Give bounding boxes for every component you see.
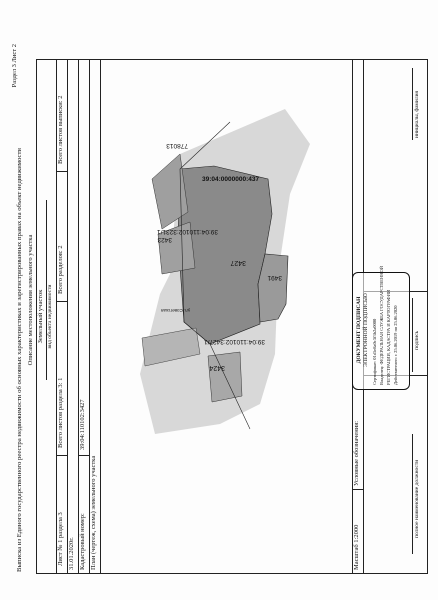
position-caption: полное наименование должности (414, 459, 420, 538)
object-type: Земельный участок (37, 289, 44, 344)
sections-total: Всего разделов: 2 (57, 245, 64, 294)
table-line (78, 59, 79, 574)
stamp-line: Действителен: с 25.06.2019 по 25.06.2020 (393, 305, 398, 385)
sheet-label: Лист № 1 раздела 3 (57, 512, 64, 566)
label-part-3231-1: 39:04:110102:3231/1 (157, 228, 218, 235)
legend-label: Условные обозначения: (353, 420, 360, 486)
label-437: 39:04:0000000:437 (202, 176, 260, 183)
document-subtitle: Описание местоположения земельного участка (27, 234, 34, 366)
document-title: Выписка из Единого государственного реестра недвижимости об основных характеристиках и зарегистрированных правах на объект недвижимости (16, 148, 23, 572)
stamp-line: Сертификат: 01d5e8a0c3f3b2a0000 (372, 318, 377, 385)
cadastral-value: 39:04:110102:3427 (79, 399, 86, 450)
scheme-label: План (чертеж, схема) земельного участка (90, 455, 97, 570)
label-3423: 3423 (157, 236, 172, 243)
label-3491: 3491 (267, 274, 282, 281)
label-3424: 3424 (209, 364, 225, 371)
footer-divider (352, 489, 363, 490)
cadastral-map (100, 59, 350, 574)
extract-date: 31.01.2020г. (68, 537, 75, 570)
sheets-in-extract: Всего листов выписки: 2 (57, 95, 64, 164)
stamp-line: РЕГИСТРАЦИИ, КАДАСТРА И КАРТОГРАФИИ (386, 289, 391, 385)
label-street: ул. Советская (161, 308, 190, 313)
signature-caption: подпись (414, 330, 420, 350)
table-divider (56, 171, 67, 172)
label-3427: 3427 (230, 259, 246, 266)
initials-caption: инициалы, фамилия (414, 90, 420, 138)
stamp-line: ДОКУМЕНТ ПОДПИСАН (356, 296, 362, 364)
stamp-line: ЭЛЕКТРОННОЙ ПОДПИСЬЮ (363, 293, 369, 367)
parcel-3424 (208, 352, 242, 402)
initials-line (412, 68, 413, 140)
electronic-signature-stamp (352, 265, 410, 390)
label-part-3427-1: 39:04:110102:3427/1 (204, 338, 265, 345)
signature-line (412, 298, 413, 372)
parcel-3491 (258, 254, 288, 322)
sheets-in-section: Всего листов раздела 3: 1 (57, 377, 64, 448)
label-778013: 778013 (166, 142, 188, 149)
table-divider (78, 455, 89, 456)
table-divider (56, 301, 67, 302)
object-type-caption: вид объекта недвижимости (47, 284, 53, 349)
section-label: Раздел 3 Лист 2 (11, 44, 18, 88)
stamp-line: Владелец: ФЕДЕРАЛЬНАЯ СЛУЖБА ГОСУДАРСТВЕННОЙ (379, 265, 384, 385)
cadastral-label: Кадастровый номер: (79, 513, 86, 570)
position-line (412, 434, 413, 554)
table-line (67, 59, 68, 574)
scale-label: Масштаб 1:2000 (353, 524, 360, 570)
table-divider (56, 455, 67, 456)
